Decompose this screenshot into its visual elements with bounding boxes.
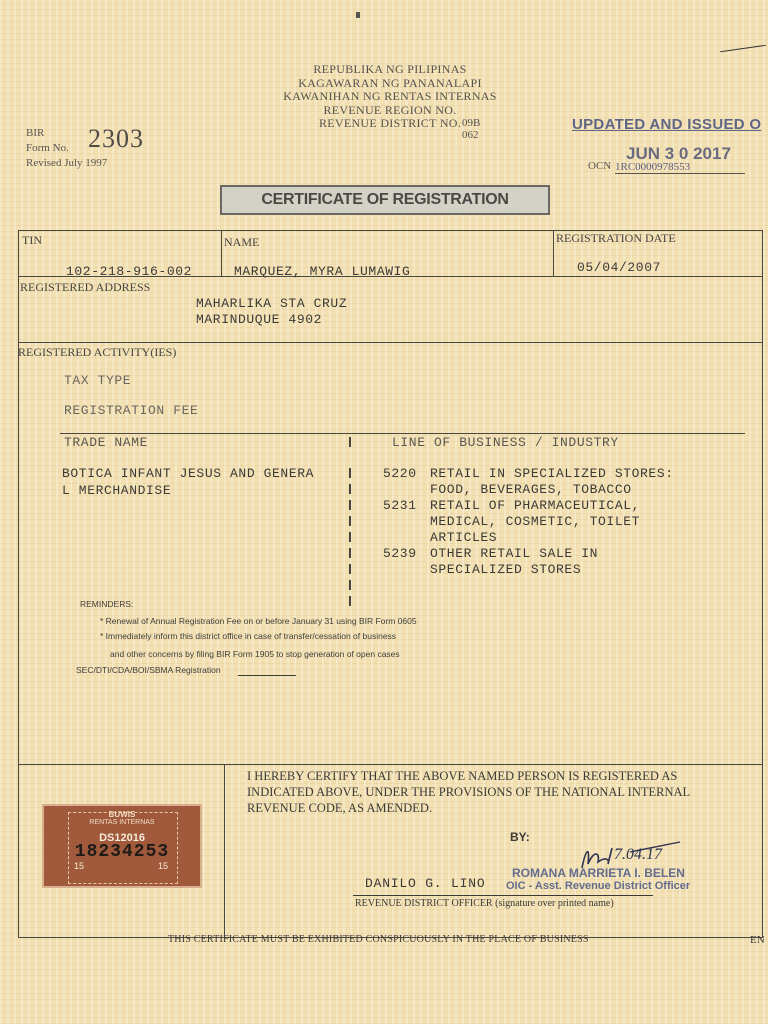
column-dash — [349, 596, 351, 606]
tax-type-value: REGISTRATION FEE — [64, 403, 199, 418]
date-stamp: JUN 3 0 2017 — [626, 144, 731, 163]
agency-line: KAWANIHAN NG RENTAS INTERNAS — [283, 89, 497, 103]
certification-text: I HEREBY CERTIFY THAT THE ABOVE NAMED PERSON IS REGISTERED AS INDICATED ABOVE, UNDER THE PROVISIONS OF THE NATIONAL INTERNAL REVENUE CODE, AS AMENDED. — [247, 769, 690, 815]
footer-fragment: EN — [750, 934, 765, 946]
business-description: RETAIL IN SPECIALIZED STORES: — [430, 466, 674, 481]
signed-date: 7.04.17 — [614, 846, 662, 863]
stamp-text: RENTAS INTERNAS — [89, 819, 155, 826]
reminder-item: and other concerns by filing BIR Form 1905 to stop generation of open cases — [110, 649, 400, 659]
business-code: 5239 — [383, 546, 417, 561]
name-value: MARQUEZ, MYRA LUMAWIG — [234, 264, 411, 279]
sec-registration-blank — [238, 675, 296, 676]
col-divider — [224, 764, 225, 938]
agency-line: KAGAWARAN NG PANANALAPI — [298, 75, 482, 90]
paper-mark — [356, 12, 360, 18]
form-label: Form No. — [26, 142, 69, 154]
reminder-item: * Immediately inform this district office in case of transfer/cessation of business — [100, 631, 397, 641]
agency-line: REVENUE REGION NO. — [323, 102, 457, 117]
signature-line — [353, 895, 653, 896]
signatory-name: ROMANA MARRIETA I. BELEN — [512, 866, 685, 880]
trade-name-header: TRADE NAME — [64, 435, 149, 450]
column-dash — [349, 548, 351, 558]
bir-label: BIR — [26, 127, 45, 139]
form-number: 2303 — [88, 124, 144, 153]
tax-type-label: TAX TYPE — [64, 373, 132, 388]
documentary-stamp — [42, 804, 202, 888]
trade-name-line-1: BOTICA INFANT JESUS AND GENERA — [62, 466, 315, 481]
stamp-text: DS12016 — [99, 832, 145, 844]
business-description: ARTICLES — [430, 530, 498, 545]
updated-issued-stamp: UPDATED AND ISSUED O — [572, 116, 762, 133]
tin-label: TIN — [22, 233, 42, 247]
stamp-text: BUWIS — [108, 810, 136, 819]
address-label: REGISTERED ADDRESS — [20, 280, 151, 294]
reminders-title: REMINDERS: — [80, 599, 134, 609]
region-district-codes — [462, 117, 480, 141]
business-description: RETAIL OF PHARMACEUTICAL, — [430, 498, 641, 513]
agency-line: REPUBLIKA NG PILIPINAS — [313, 62, 467, 76]
business-description: OTHER RETAIL SALE IN — [430, 546, 599, 561]
trade-name-line-2: L MERCHANDISE — [62, 483, 172, 498]
stamp-serial: 18234253 — [74, 842, 170, 862]
address-line-2: MARINDUQUE 4902 — [196, 312, 323, 327]
revised-date: Revised July 1997 — [26, 157, 108, 169]
ocn-label: OCN — [588, 160, 612, 172]
row-divider — [18, 764, 763, 765]
column-dash — [349, 532, 351, 542]
business-description: MEDICAL, COSMETIC, TOILET — [430, 514, 641, 529]
rdo-caption: REVENUE DISTRICT OFFICER (signature over printed name) — [355, 898, 614, 909]
registration-date-value: 05/04/2007 — [577, 260, 662, 275]
line-of-business-header: LINE OF BUSINESS / INDUSTRY — [392, 435, 619, 450]
district-code: 062 — [462, 129, 479, 141]
tin-value: 102-218-916-002 — [66, 264, 193, 279]
activities-label: REGISTERED ACTIVITY(IES) — [18, 345, 177, 359]
sec-registration-label: SEC/DTI/CDA/BOI/SBMA Registration — [76, 665, 221, 675]
stamp-value: 15 — [74, 861, 85, 871]
footer-notice: THIS CERTIFICATE MUST BE EXHIBITED CONSPICUOUSLY IN THE PLACE OF BUSINESS — [168, 934, 589, 945]
registration-date-label: REGISTRATION DATE — [556, 231, 676, 245]
signatory-title: OIC - Asst. Revenue District Officer — [506, 880, 691, 892]
column-dash — [349, 468, 351, 478]
by-label: BY: — [510, 830, 530, 844]
column-dash — [349, 564, 351, 574]
business-description: SPECIALIZED STORES — [430, 562, 582, 577]
column-dash — [349, 580, 351, 590]
ocn-value: 1RC0000978553 — [615, 161, 745, 174]
col-divider — [553, 230, 554, 276]
reminder-item: * Renewal of Annual Registration Fee on or before January 31 using BIR Form 0605 — [100, 616, 417, 626]
agency-line: REVENUE DISTRICT NO. — [318, 116, 462, 130]
column-dash — [349, 437, 351, 447]
row-divider — [18, 342, 763, 343]
rdo-name: DANILO G. LINO — [365, 876, 486, 891]
column-dash — [349, 500, 351, 510]
address-line-1: MAHARLIKA STA CRUZ — [196, 296, 348, 311]
stamp-value: 15 — [158, 861, 169, 871]
col-divider — [221, 230, 222, 276]
name-label: NAME — [224, 235, 260, 249]
business-code: 5220 — [383, 466, 417, 481]
column-dash — [349, 516, 351, 526]
column-dash — [349, 484, 351, 494]
certificate-title: CERTIFICATE OF REGISTRATION — [220, 185, 550, 215]
activity-table-top-line — [60, 433, 745, 434]
business-description: FOOD, BEVERAGES, TOBACCO — [430, 482, 632, 497]
business-code: 5231 — [383, 498, 417, 513]
region-code: 09B — [462, 117, 481, 129]
